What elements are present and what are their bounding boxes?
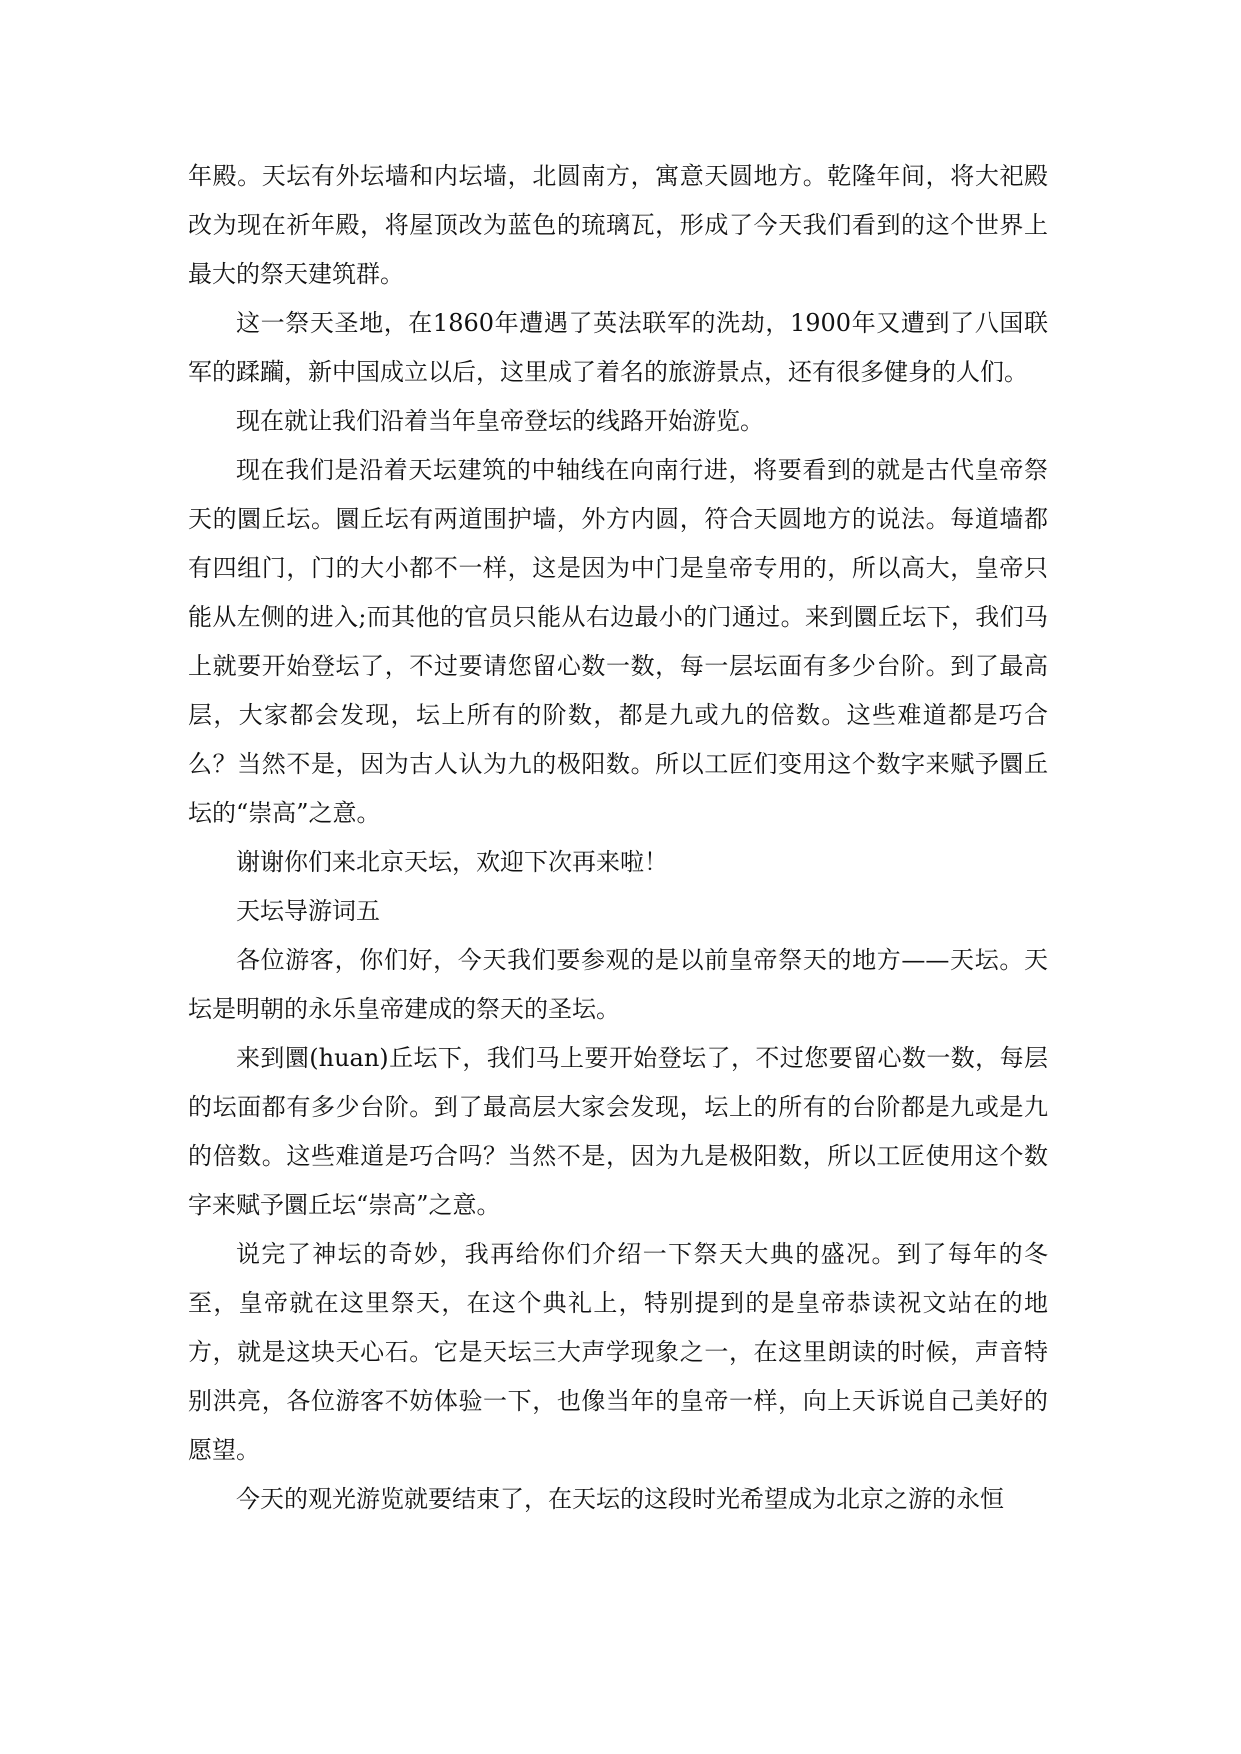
paragraph-2: 这一祭天圣地，在1860年遭遇了英法联军的洗劫，1900年又遭到了八国联军的蹂躏，新中国成立以后，这里成了着名的旅游景点，还有很多健身的人们。 xyxy=(188,309,1048,386)
paragraph-8: 来到圜(huan)丘坛下，我们马上要开始登坛了，不过您要留心数一数，每层的坛面都有多少台阶。到了最高层大家会发现，坛上的所有的台阶都是九或是九的倍数。这些难道是巧合吗？当然不是，因为九是极阳数，所以工匠使用这个数字来赋予圜丘坛“崇高”之意。 xyxy=(188,1044,1048,1219)
paragraph-4: 现在我们是沿着天坛建筑的中轴线在向南行进，将要看到的就是古代皇帝祭天的圜丘坛。圜丘坛有两道围护墙，外方内圆，符合天圆地方的说法。每道墙都有四组门，门的大小都不一样，这是因为中门是皇帝专用的，所以高大，皇帝只能从左侧的进入;而其他的官员只能从右边最小的门通过。来到圜丘坛下，我们马上就要开始登坛了，不过要请您留心数一数，每一层坛面有多少台阶。到了最高层，大家都会发现，坛上所有的阶数，都是九或九的倍数。这些难道都是巧合么？当然不是，因为古人认为九的极阳数。所以工匠们变用这个数字来赋予圜丘坛的“崇高”之意。 xyxy=(188,456,1048,827)
body-text xyxy=(188,152,1048,1524)
paragraph-1: 年殿。天坛有外坛墙和内坛墙，北圆南方，寓意天圆地方。乾隆年间，将大祀殿改为现在祈年殿，将屋顶改为蓝色的琉璃瓦，形成了今天我们看到的这个世界上最大的祭天建筑群。 xyxy=(188,162,1048,288)
paragraph-7: 各位游客，你们好，今天我们要参观的是以前皇帝祭天的地方——天坛。天坛是明朝的永乐皇帝建成的祭天的圣坛。 xyxy=(188,946,1048,1023)
paragraph-9: 说完了神坛的奇妙，我再给你们介绍一下祭天大典的盛况。到了每年的冬至，皇帝就在这里祭天，在这个典礼上，特别提到的是皇帝恭读祝文站在的地方，就是这块天心石。它是天坛三大声学现象之一，在这里朗读的时候，声音特别洪亮，各位游客不妨体验一下，也像当年的皇帝一样，向上天诉说自己美好的愿望。 xyxy=(188,1240,1048,1464)
paragraph-5: 谢谢你们来北京天坛，欢迎下次再来啦！ xyxy=(236,848,668,876)
paragraph-10: 今天的观光游览就要结束了，在天坛的这段时光希望成为北京之游的永恒 xyxy=(236,1485,1004,1513)
paragraph-3: 现在就让我们沿着当年皇帝登坛的线路开始游览。 xyxy=(236,407,764,435)
section-heading: 天坛导游词五 xyxy=(236,897,380,925)
